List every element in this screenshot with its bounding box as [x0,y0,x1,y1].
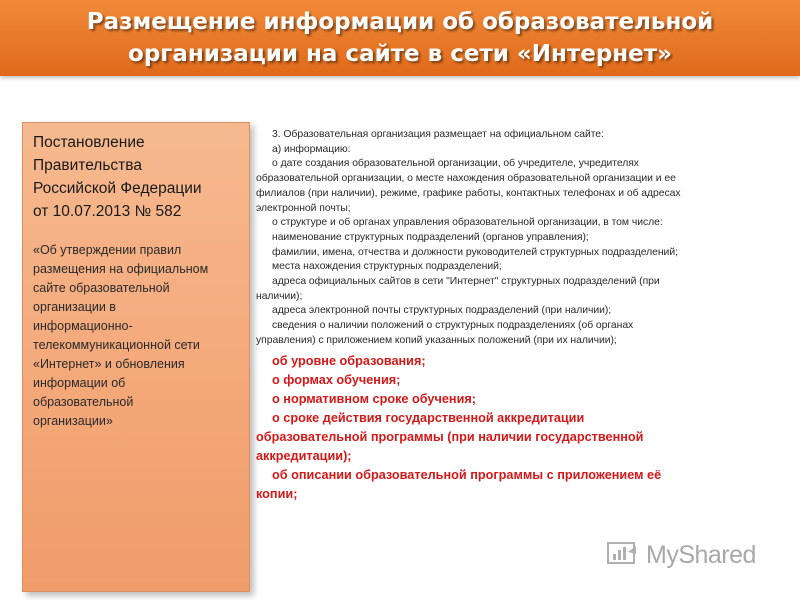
description-line: размещения на официальном [33,262,209,276]
highlighted-requirements [256,352,770,505]
chart-icon [606,540,640,568]
regulation-line: места нахождения структурных подразделений; [272,261,502,273]
resolution-panel [22,122,250,592]
description-line: информационно- [33,319,133,333]
highlighted-line: копии; [256,487,298,502]
regulation-line: филиалов (при наличии), режиме, графике работы, контактных телефонах и об адресах [256,187,681,199]
heading-line: Правительства [33,157,142,174]
description-line: образовательной [33,395,134,409]
highlighted-line: образовательной программы (при наличии государственной [256,429,644,444]
title-line-1: Размещение информации об образовательной [86,9,714,35]
description-line: «Об утверждении правил [33,243,182,257]
description-line: сайте образовательной [33,281,170,295]
heading-line: Постановление [33,134,145,151]
regulation-line: наименование структурных подразделений (органов управления); [272,231,589,243]
regulation-line: электронной почты; [256,202,351,214]
description-line: «Интернет» и обновления [33,357,185,371]
heading-line: от 10.07.2013 № 582 [33,203,182,220]
regulation-line: наличии); [256,290,303,302]
heading-line: Российской Федерации [33,180,202,197]
description-line: организации» [33,414,113,428]
regulation-line: сведения о наличии положений о структурных подразделениях (об органах [272,320,634,332]
regulation-line: адреса официальных сайтов в сети "Интернет" структурных подразделений (при [272,276,660,288]
regulation-paragraphs [256,128,770,349]
resolution-heading [33,131,245,223]
highlighted-line: о сроке действия государственной аккредитации [272,410,585,425]
regulation-text [256,128,770,504]
regulation-line: 3. Образовательная организация размещает на официальном сайте: [272,129,604,140]
watermark-text: MyShared [646,541,756,569]
regulation-line: управления) с приложением копий указанных положений (при их наличии); [256,334,617,346]
title-banner [0,0,800,76]
page-title [0,6,800,70]
regulation-line: фамилии, имена, отчества и должности руководителей структурных подразделений; [272,246,678,258]
highlighted-line: об описании образовательной программы с приложением её [272,468,662,483]
regulation-line: адреса электронной почты структурных подразделений (при наличии); [272,305,612,317]
highlighted-line: о формах обучения; [272,372,401,387]
highlighted-line: об уровне образования; [272,353,426,368]
highlighted-line: о нормативном сроке обучения; [272,391,476,406]
highlighted-line: аккредитации); [256,449,352,464]
regulation-line: а) информацию: [272,143,351,155]
description-line: телекоммуникационной сети [33,338,200,352]
regulation-line: о структуре и об органах управления образовательной организации, в том числе: [272,217,663,229]
title-line-2: организации на сайте в сети «Интернет» [128,41,672,67]
description-line: информации об [33,376,126,390]
myshared-watermark [606,540,776,570]
description-line: организации в [33,300,116,314]
regulation-line: образовательной организации, о месте нахождения образовательной организации и ее [256,173,676,185]
regulation-line: о дате создания образовательной организации, об учредителе, учредителях [272,158,639,170]
resolution-description [33,241,239,431]
